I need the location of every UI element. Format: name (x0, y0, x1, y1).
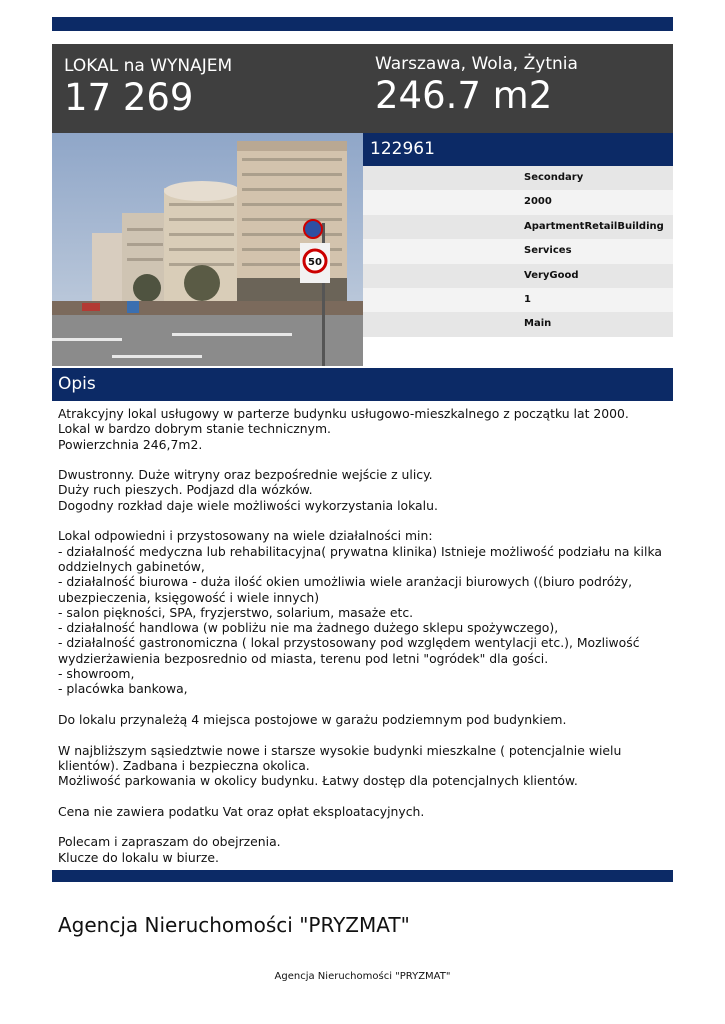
listing-area: 246.7 m2 (375, 74, 553, 117)
offer-id: 122961 (370, 139, 435, 159)
header-right (375, 54, 578, 118)
property-row-building-type: ApartmentRetailBuilding (363, 215, 673, 239)
listing-type: LOKAL na WYNAJEM (64, 56, 233, 76)
description-heading: Opis (58, 374, 96, 394)
property-row-street-type: Main (363, 312, 673, 336)
property-row-market: Secondary (363, 166, 673, 190)
property-row-purpose: Services (363, 239, 673, 263)
description-heading-bar (52, 368, 673, 401)
property-row-condition: VeryGood (363, 264, 673, 288)
page-footer: Agencja Nieruchomości "PRYZMAT" (274, 971, 451, 982)
header-left (64, 56, 232, 120)
listing-location: Warszawa, Wola, Żytnia (375, 54, 578, 74)
speed-limit-sign-text: 50 (308, 257, 322, 268)
listing-header (52, 44, 673, 133)
description-text: Atrakcyjny lokal usługowy w parterze budynku usługowo-mieszkalnego z początku lat 2000. Lokal w bardzo dobrym stanie technicznym. Powierzchnia 246,7m2. Dwustronny. Duże witryny oraz bezpośrednie wejście z ulicy. Duży ruch pieszych. Podjazd dla wózków. Dogodny rozkład daje wiele możliwości wykorzystania lokalu. Lokal odpowiedni i przystosowany na wiele działalności min: - działalność medyczna lub rehabilitacyjna( prywatna klinika) Istnieje możliwość podziału na kilka oddzielnych gabinetów, - działalność biurowa - duża ilość okien umożliwia wiele aranżacji biurowych ((biuro podróży, ubezpieczenia, księgowość i wiele innych) - salon piękności, SPA, fryzjerstwo, solarium, masaże etc. - działalność handlowa (w pobliżu nie ma żadnego dużego sklepu spożywczego), - działalność gastronomiczna ( lokal przystosowany pod względem wentylacji etc.), Mozliwość wydzierżawienia bezposrednio od miasta, terenu pod letni "ogródek" dla gości. - showroom, - placówka bankowa, Do lokalu przynależą 4 miejsca postojowe w garażu podziemnym pod budynkiem. W najbliższym sąsiedztwie nowe i starsze wysokie budynki mieszkalne ( potencjalnie wielu klientów). Zadbana i bezpieczna okolica. Możliwość parkowania w okolicy budynku. Łatwy dostęp dla potencjalnych klientów. Cena nie zawiera podatku Vat oraz opłat eksploatacyjnych. Polecam i zapraszam do obejrzenia. Klucze do lokalu w biurze. (58, 406, 662, 865)
listing-price: 17 269 (64, 76, 194, 119)
property-photo (52, 133, 363, 366)
top-accent-bar (52, 17, 673, 31)
offer-id-bar (363, 133, 673, 166)
property-details-table (363, 166, 673, 337)
property-photo-illustration (52, 133, 363, 366)
property-row-floor: 1 (363, 288, 673, 312)
bottom-accent-bar (52, 870, 673, 882)
agency-name: Agencja Nieruchomości "PRYZMAT" (58, 913, 410, 937)
property-row-year: 2000 (363, 190, 673, 214)
